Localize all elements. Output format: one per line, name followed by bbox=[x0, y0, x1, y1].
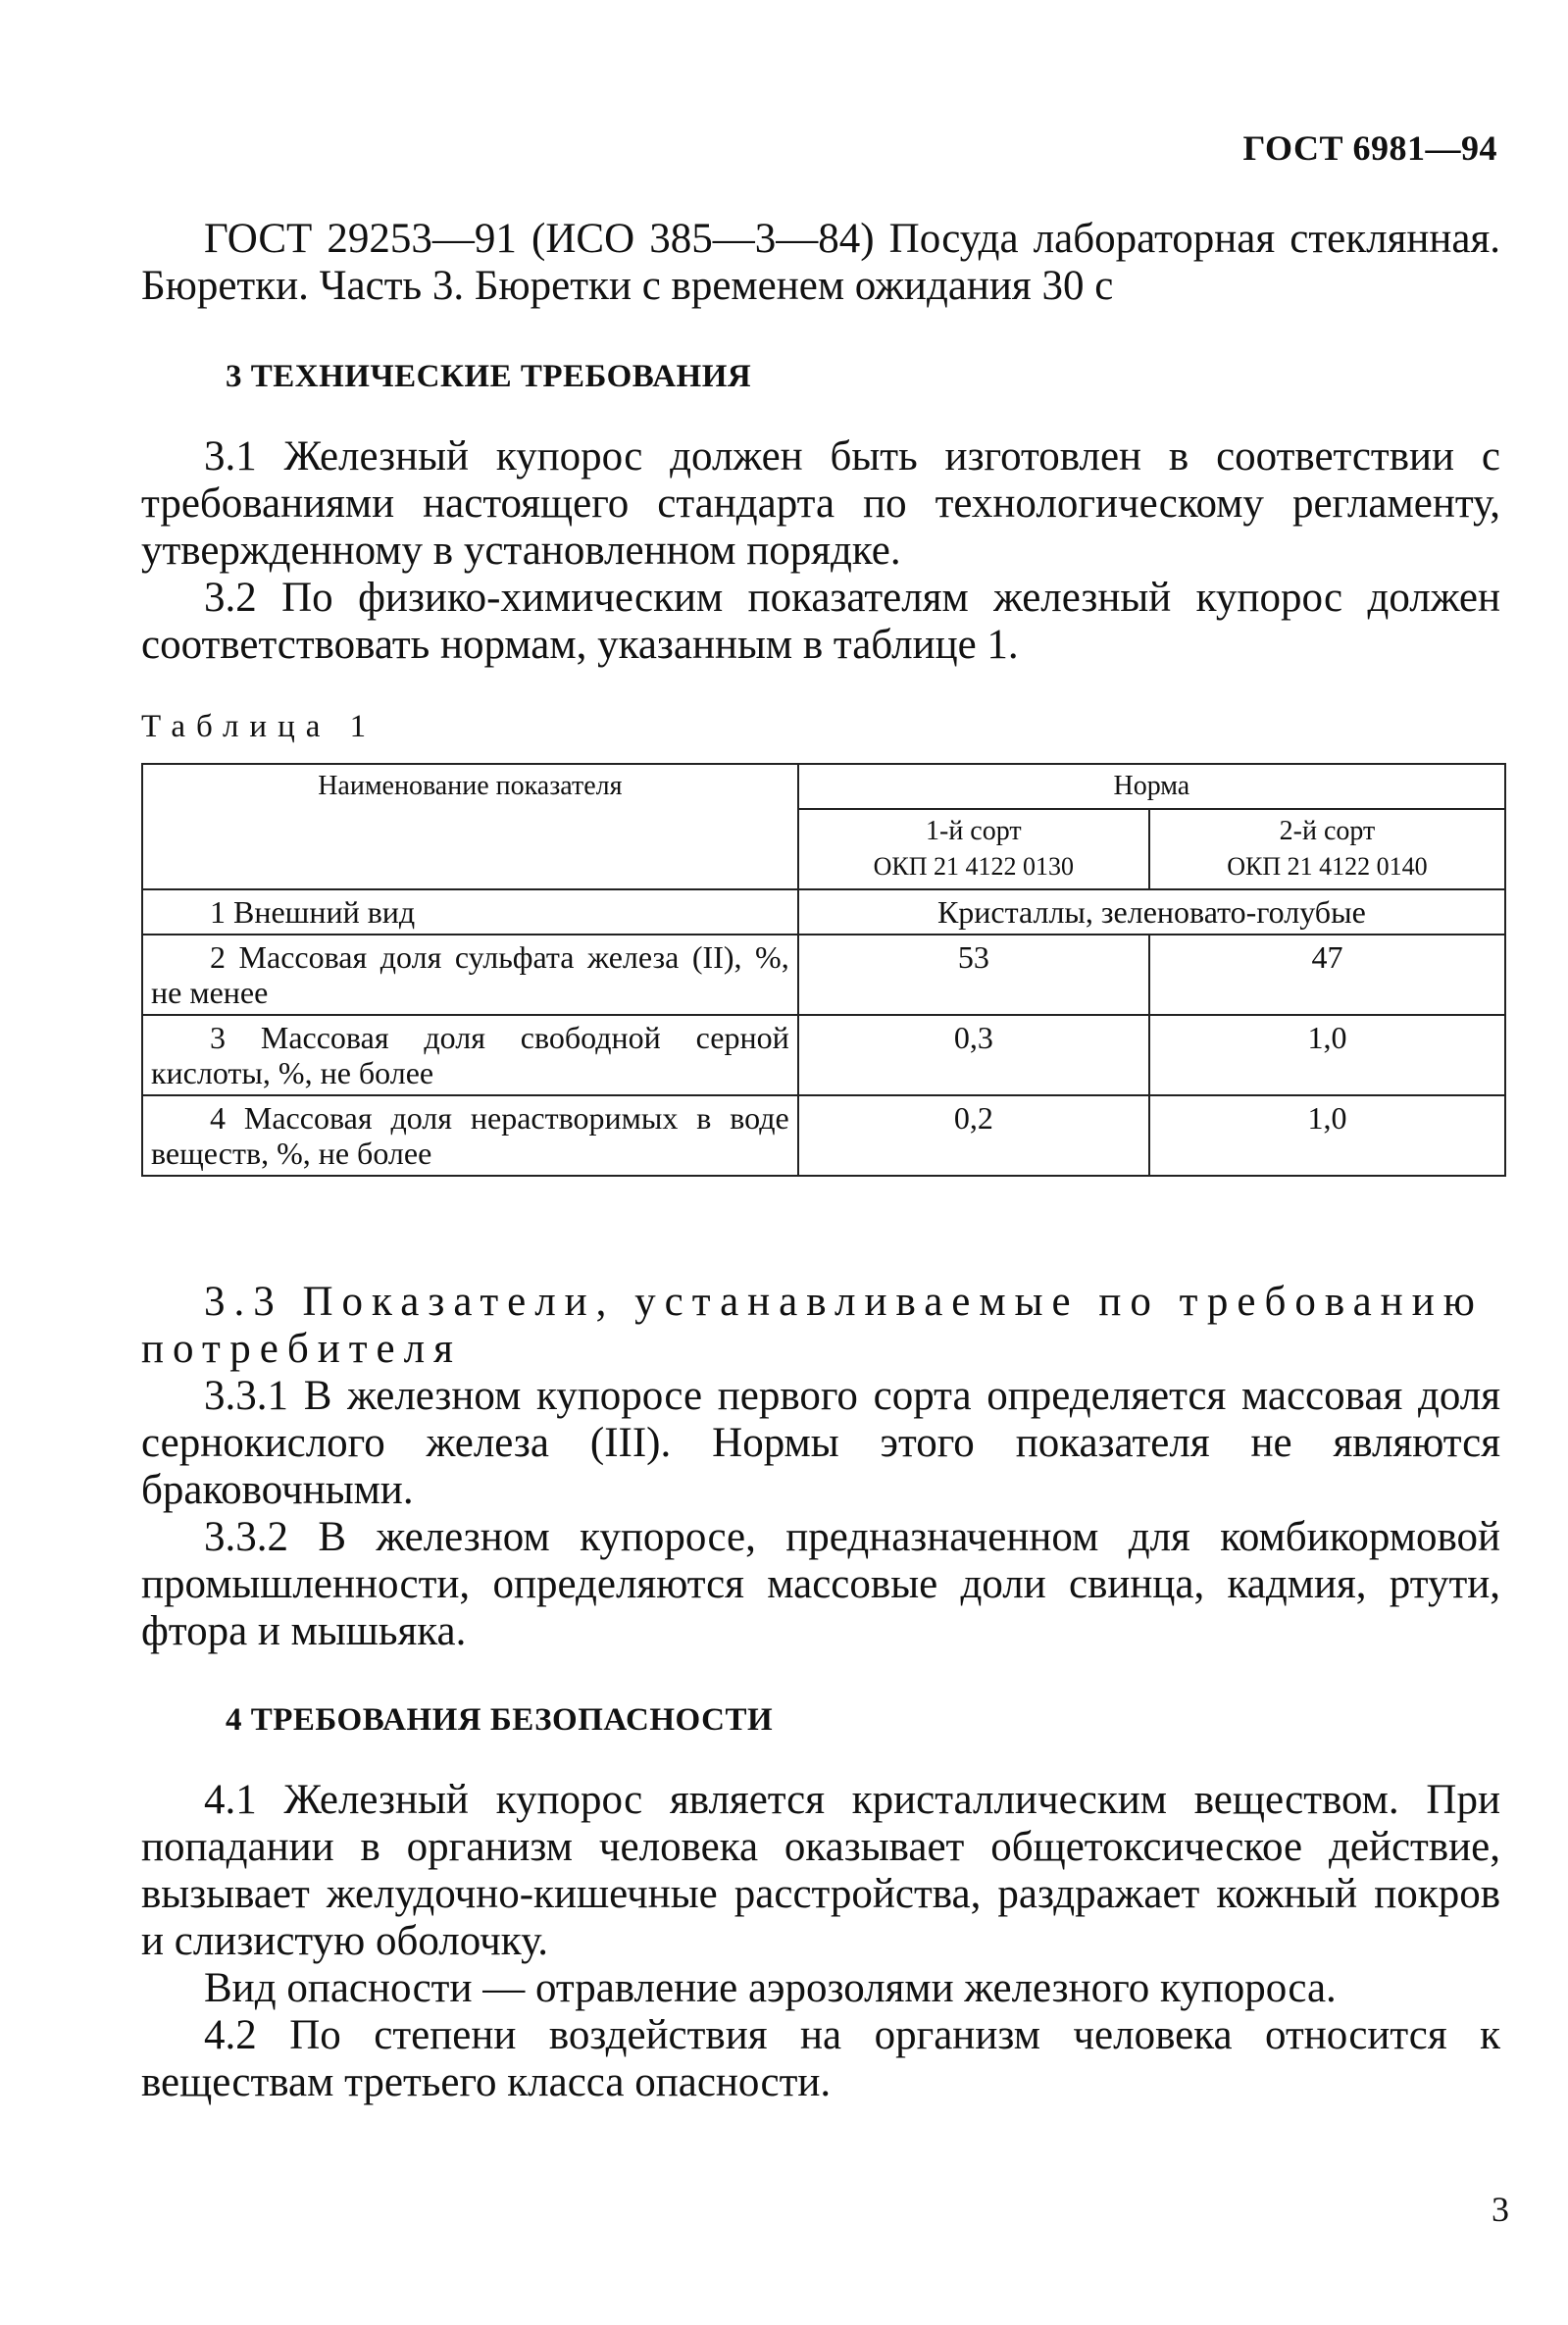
row-name: 2 Массовая доля сульфата железа (II), %, не менее bbox=[142, 935, 798, 1015]
page-number: 3 bbox=[1492, 2190, 1509, 2229]
grade-1-label: 1-й сорт bbox=[926, 816, 1022, 846]
paragraph-4-2: 4.2 По степени воздействия на организм человека относится к веществам третьего класса опасности. bbox=[141, 2012, 1500, 2105]
paragraph-3-1: 3.1 Железный купорос должен быть изготовлен в соответствии с требованиями настоящего стандарта по технологическому регламенту, утвержденному в установленном порядке. bbox=[141, 433, 1500, 574]
paragraph-3-3-2: 3.3.2 В железном купоросе, предназначенном для комбикормовой промышленности, определяются массовые доли свинца, кадмия, ртути, фтора и мышьяка. bbox=[141, 1514, 1500, 1654]
row-value-grade-1: 0,3 bbox=[798, 1015, 1149, 1095]
hazard-type-paragraph: Вид опасности — отравление аэрозолями железного купороса. bbox=[204, 1965, 1337, 2011]
row-value-grade-2: 1,0 bbox=[1149, 1015, 1505, 1095]
row-value-grade-1: 53 bbox=[798, 935, 1149, 1015]
table-row bbox=[142, 1015, 1505, 1095]
table-row bbox=[142, 1095, 1505, 1176]
norms-table bbox=[141, 763, 1506, 1177]
paragraph-3-2: 3.2 По физико-химическим показателям железный купорос должен соответствовать нормам, указанным в таблице 1. bbox=[141, 575, 1500, 668]
grade-2-label: 2-й сорт bbox=[1279, 816, 1376, 846]
paragraph-4-1: 4.1 Железный купорос является кристаллическим веществом. При попадании в организм человека оказывает общетоксическое действие, вызывает желудочно-кишечные расстройства, раздражает кожный покров и слизистую оболочку. bbox=[141, 1777, 1500, 1964]
section-3-3-title: 3.3 Показатели, устанавливаемые по требованию потребителя bbox=[141, 1279, 1484, 1372]
paragraph-3-3-1: 3.3.1 В железном купоросе первого сорта определяется массовая доля сернокислого железа (III). Нормы этого показателя не являются браковочными. bbox=[141, 1373, 1500, 1513]
row-name: 4 Массовая доля нерастворимых в воде веществ, %, не более bbox=[142, 1095, 798, 1176]
row-name: 3 Массовая доля свободной серной кислоты, %, не более bbox=[142, 1015, 798, 1095]
row-value-grade-2: 47 bbox=[1149, 935, 1505, 1015]
column-header-grade-2 bbox=[1149, 809, 1505, 889]
column-header-name: Наименование показателя bbox=[142, 764, 798, 889]
section-3-heading: 3 ТЕХНИЧЕСКИЕ ТРЕБОВАНИЯ bbox=[226, 359, 752, 394]
grade-1-code: ОКП 21 4122 0130 bbox=[873, 852, 1075, 881]
grade-2-code: ОКП 21 4122 0140 bbox=[1227, 852, 1428, 881]
row-name: 1 Внешний вид bbox=[142, 889, 798, 935]
column-header-grade-1 bbox=[798, 809, 1149, 889]
table-row bbox=[142, 889, 1505, 935]
row-value-grade-1: 0,2 bbox=[798, 1095, 1149, 1176]
section-4-heading: 4 ТРЕБОВАНИЯ БЕЗОПАСНОСТИ bbox=[226, 1702, 774, 1738]
table-header-row bbox=[142, 764, 1505, 809]
column-header-norm: Норма bbox=[798, 764, 1505, 809]
row-value-merged: Кристаллы, зеленовато-голубые bbox=[798, 889, 1505, 935]
standard-code: ГОСТ 6981—94 bbox=[1242, 128, 1497, 168]
reference-paragraph: ГОСТ 29253—91 (ИСО 385—3—84) Посуда лабораторная стеклянная. Бюретки. Часть 3. Бюретки с временем ожидания 30 с bbox=[141, 216, 1500, 309]
row-value-grade-2: 1,0 bbox=[1149, 1095, 1505, 1176]
table-row bbox=[142, 935, 1505, 1015]
table-caption: Таблица 1 bbox=[141, 709, 378, 744]
